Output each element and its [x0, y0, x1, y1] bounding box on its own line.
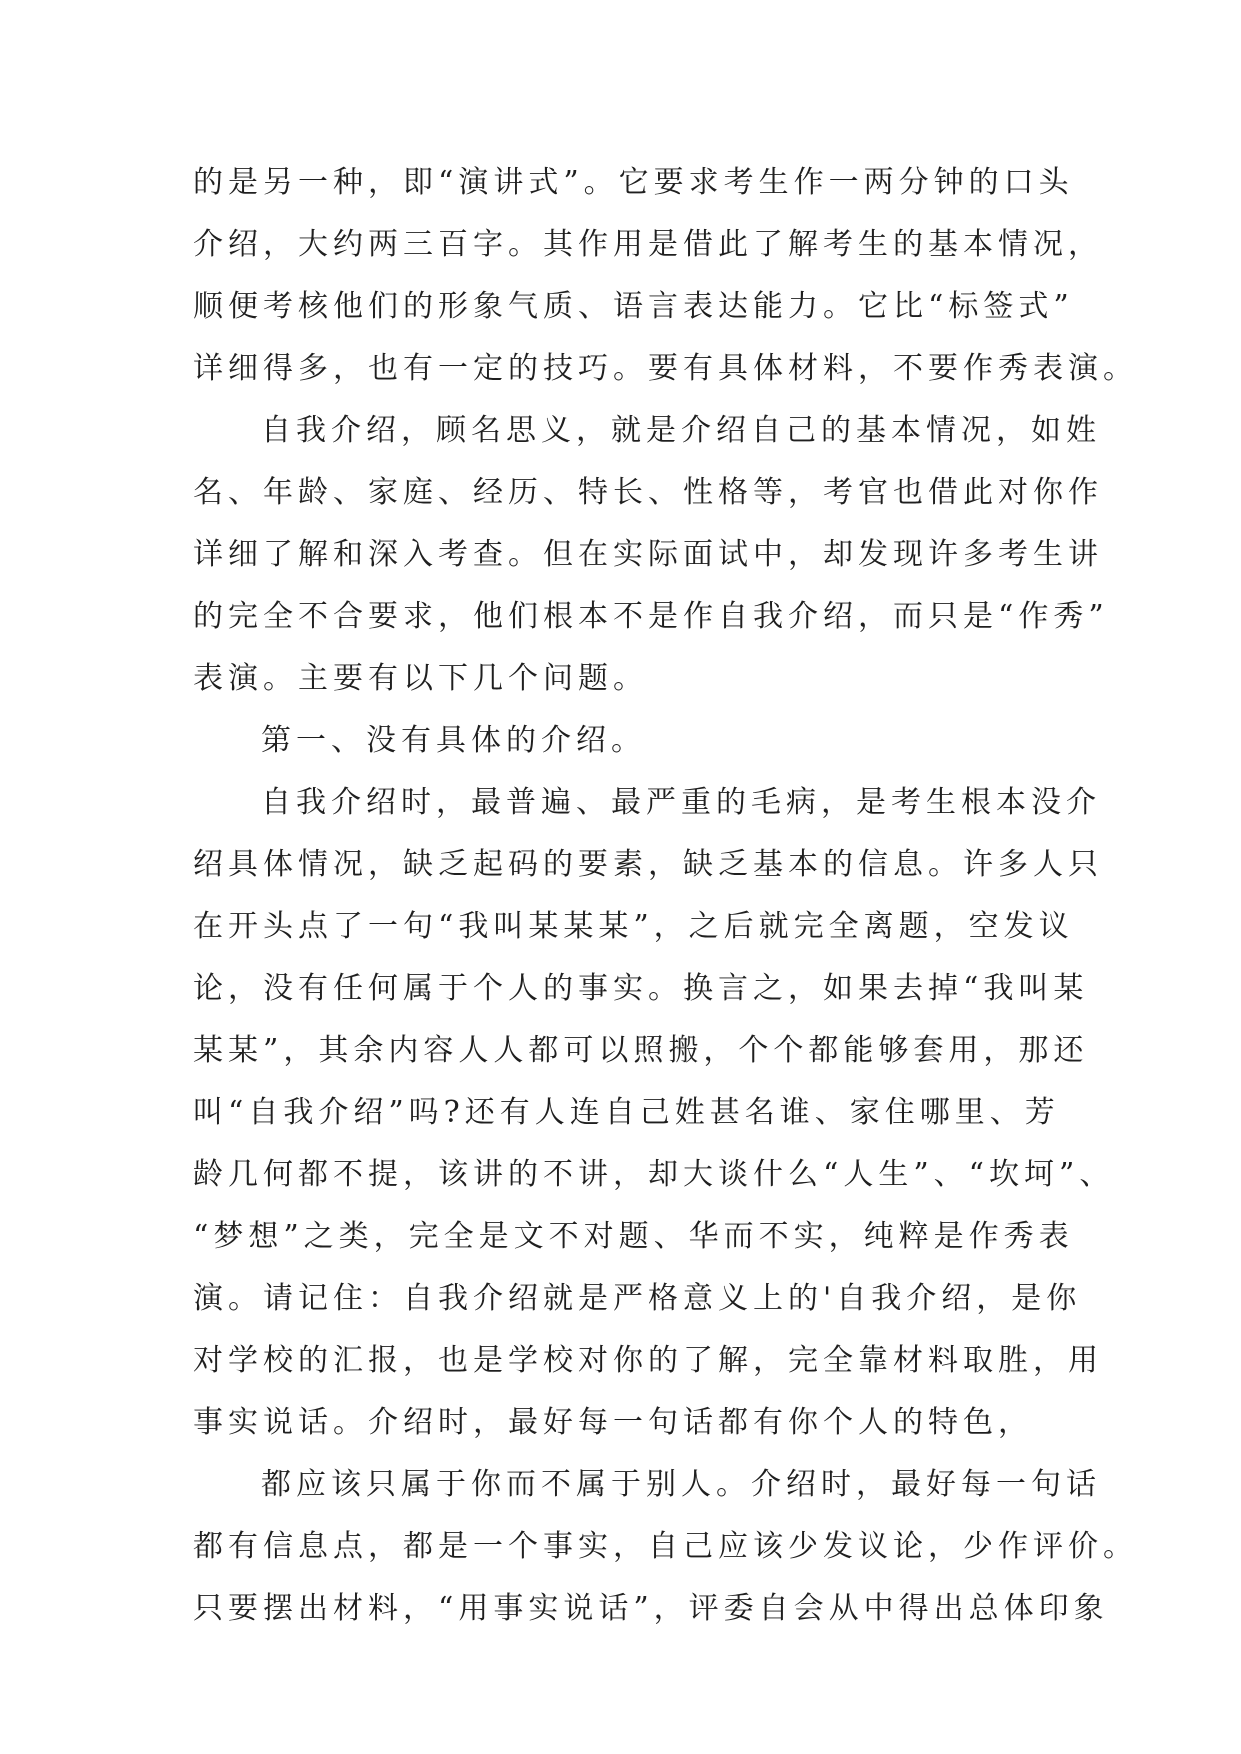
- section-heading: 第一、没有具体的介绍。: [261, 723, 646, 758]
- text-line: 介绍，大约两三百字。其作用是借此了解考生的基本情况，: [193, 227, 1103, 262]
- text-line: 绍具体情况，缺乏起码的要素，缺乏基本的信息。许多人只: [193, 847, 1103, 882]
- text-line: 在开头点了一句“我叫某某某”，之后就完全离题，空发议: [193, 909, 1074, 944]
- text-line: 只要摆出材料，“用事实说话”，评委自会从中得出总体印象: [193, 1591, 1109, 1626]
- text-line: 表演。主要有以下几个问题。: [193, 661, 648, 696]
- text-line: 详细得多，也有一定的技巧。要有具体材料，不要作秀表演。: [193, 351, 1138, 386]
- text-line: 叫“自我介绍”吗?还有人连自己姓甚名谁、家住哪里、芳: [193, 1095, 1060, 1130]
- paragraph-start-line: 都应该只属于你而不属于别人。介绍时，最好每一句话: [261, 1467, 1101, 1502]
- paragraph-start-line: 自我介绍时，最普遍、最严重的毛病，是考生根本没介: [261, 785, 1101, 820]
- paragraph-start-line: 自我介绍，顾名思义，就是介绍自己的基本情况，如姓: [261, 413, 1101, 448]
- text-line: 的完全不合要求，他们根本不是作自我介绍，而只是“作秀”: [193, 599, 1109, 634]
- text-line: 事实说话。介绍时，最好每一句话都有你个人的特色，: [193, 1405, 1033, 1440]
- text-line: 某某”，其余内容人人都可以照搬，个个都能够套用，那还: [193, 1033, 1089, 1068]
- text-line: “梦想”之类，完全是文不对题、华而不实，纯粹是作秀表: [193, 1219, 1074, 1254]
- text-line: 的是另一种，即“演讲式”。它要求考生作一两分钟的口头: [193, 165, 1074, 200]
- text-line: 论，没有任何属于个人的事实。换言之，如果去掉“我叫某: [193, 971, 1089, 1006]
- text-line: 都有信息点，都是一个事实，自己应该少发议论，少作评价。: [193, 1529, 1138, 1564]
- text-line: 详细了解和深入考查。但在实际面试中，却发现许多考生讲: [193, 537, 1103, 572]
- document-body: [193, 152, 1138, 1640]
- text-line: 对学校的汇报，也是学校对你的了解，完全靠材料取胜，用: [193, 1343, 1103, 1378]
- text-line: 顺便考核他们的形象气质、语言表达能力。它比“标签式”: [193, 289, 1074, 324]
- text-line: 演。请记住：自我介绍就是严格意义上的'自我介绍，是你: [193, 1281, 1082, 1316]
- text-line: 名、年龄、家庭、经历、特长、性格等，考官也借此对你作: [193, 475, 1103, 510]
- text-line: 龄几何都不提，该讲的不讲，却大谈什么“人生”、“坎坷”、: [193, 1157, 1115, 1192]
